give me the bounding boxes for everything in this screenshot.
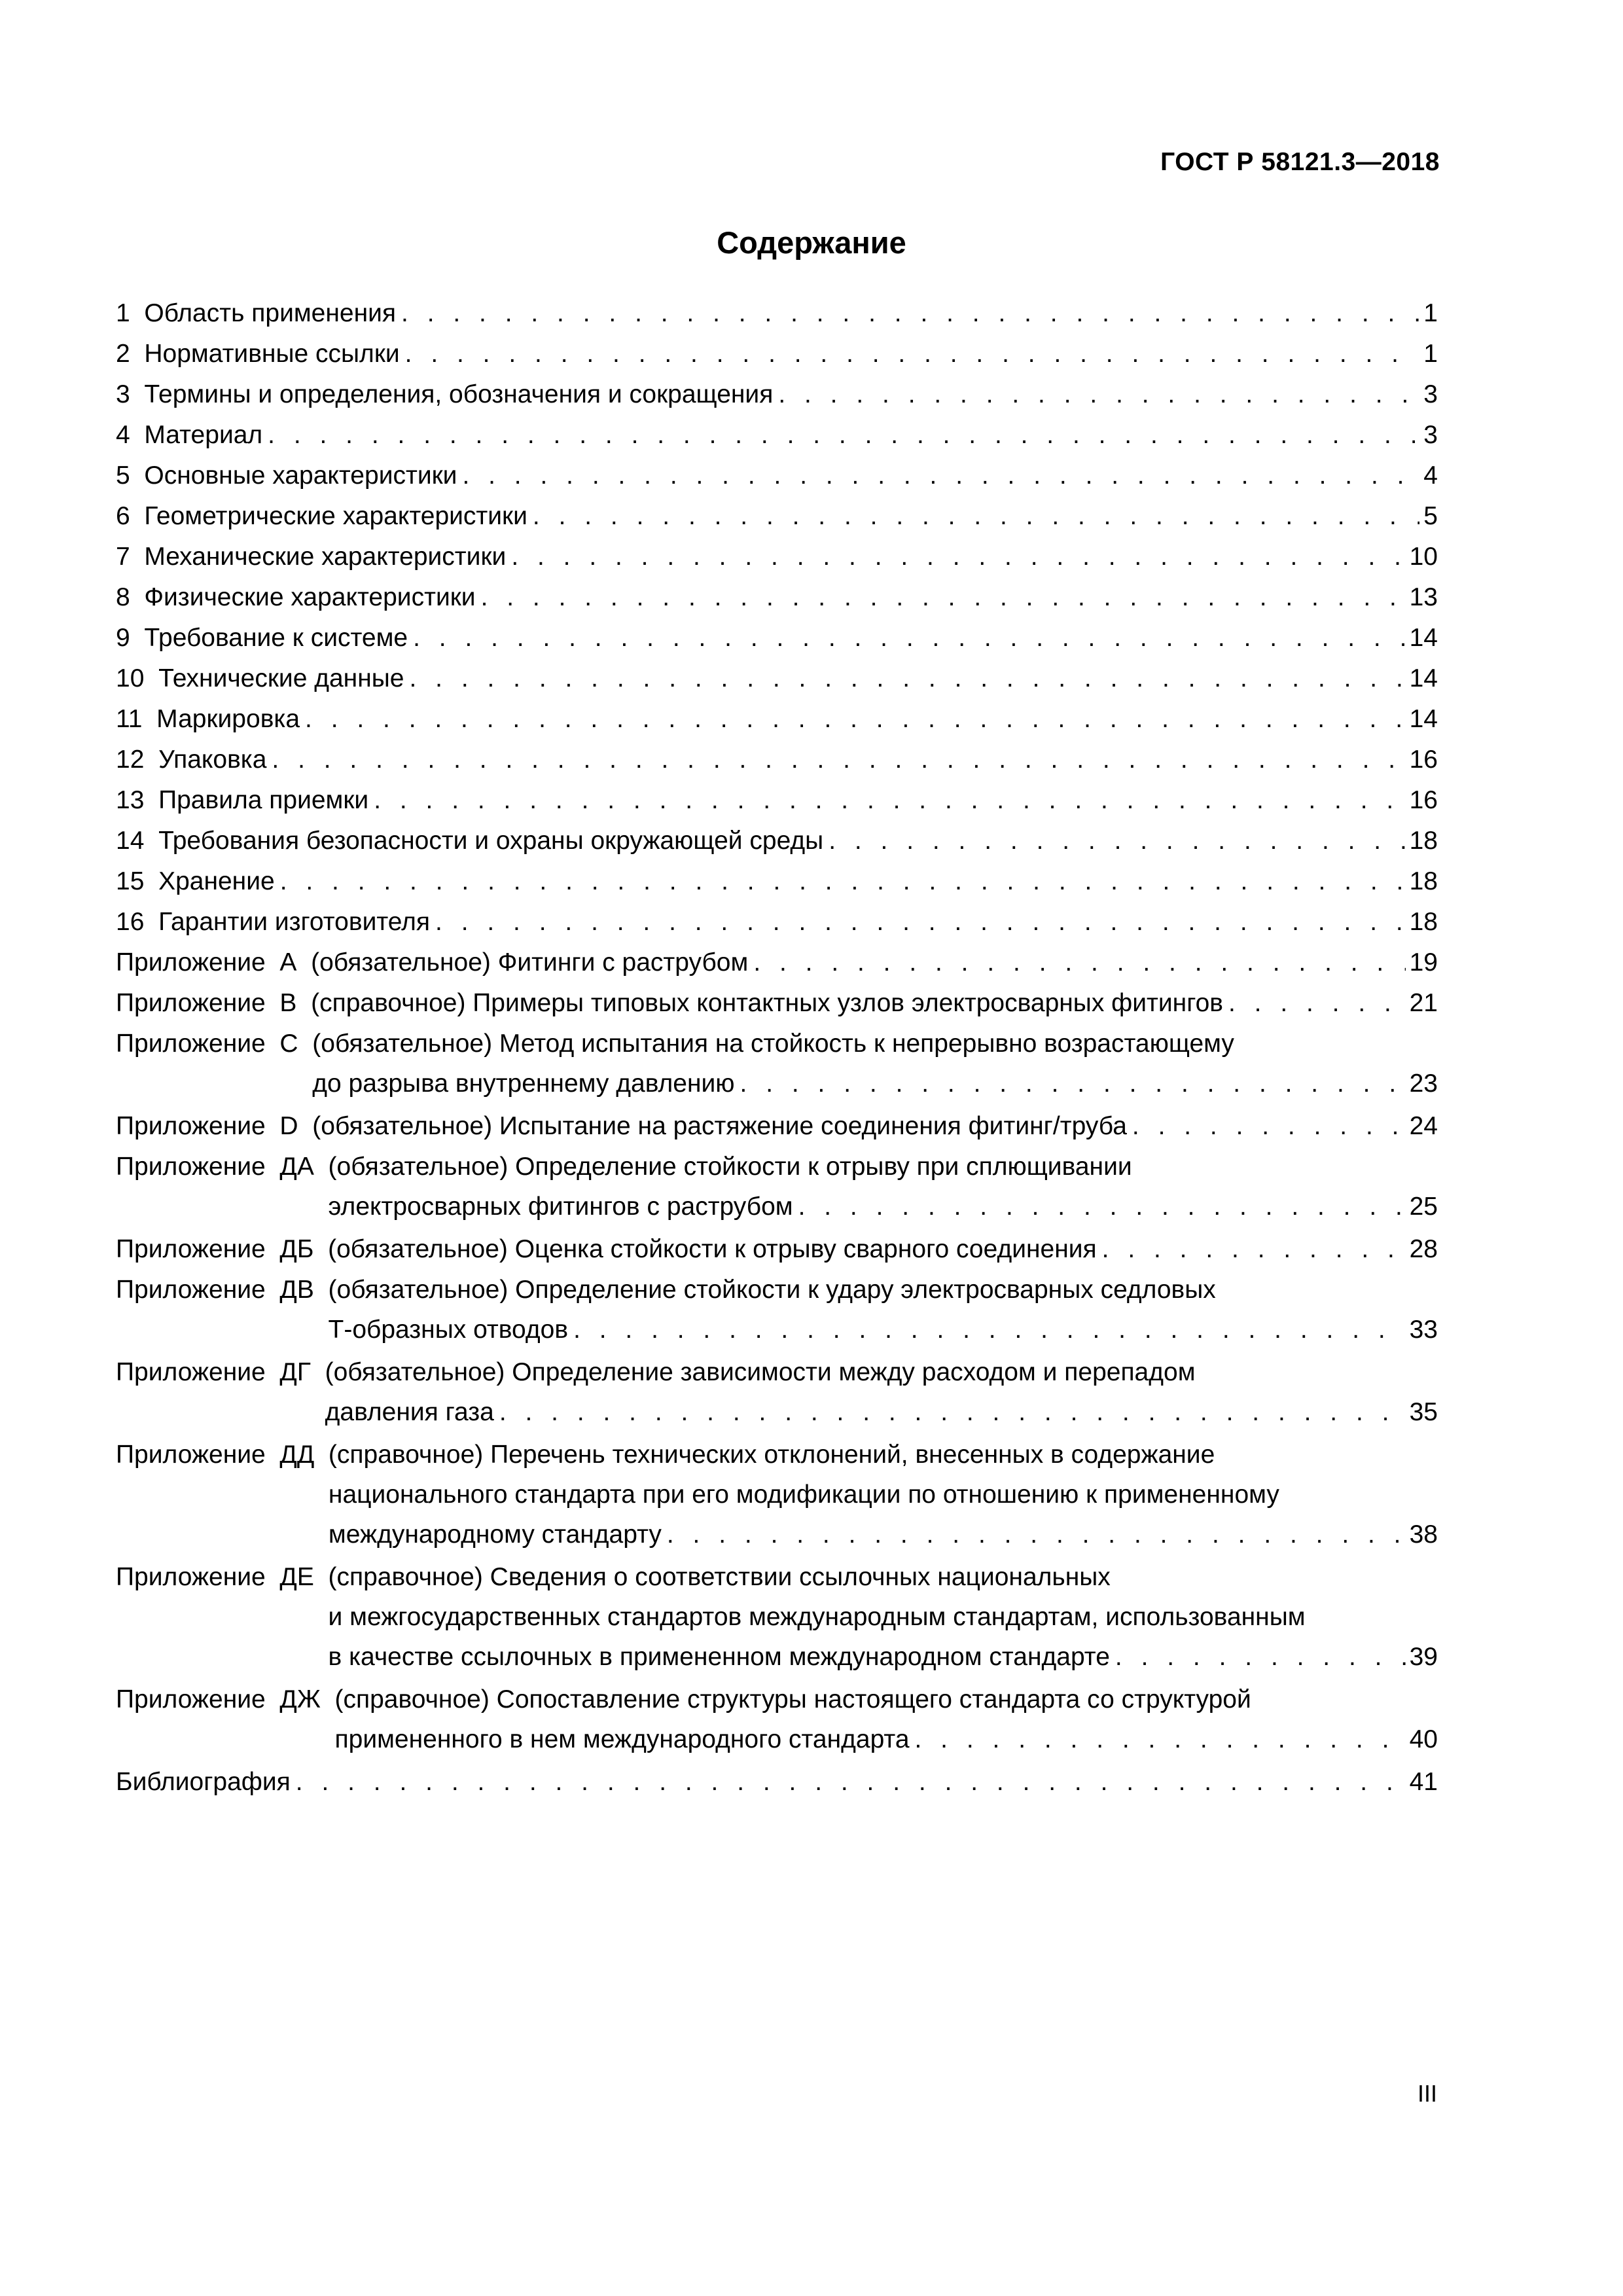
toc-entry-last-line [144,537,1438,577]
toc-entry-last-line [144,293,1438,333]
toc-entry-body [144,374,1438,414]
toc-entry-body [158,740,1438,780]
toc-entry[interactable] [116,1229,1438,1270]
toc-entry-number: Приложение ДВ [116,1276,329,1304]
toc-entry-number: 11 [116,705,157,733]
toc-entry-number: Приложение ДД [116,1441,329,1469]
toc-page-number: 38 [1409,1520,1438,1549]
toc-entry-last-line [312,1064,1438,1103]
toc-entry-number: 10 [116,664,159,692]
toc-entry-body [144,618,1438,658]
toc-entry-body [158,658,1438,698]
toc-page-number: 4 [1423,461,1438,490]
toc-entry-last-line [158,780,1438,820]
toc-entry-title-line: Хранение [158,867,275,895]
toc-entry-title-line: давления газа [325,1398,494,1426]
dot-leader [280,861,1406,901]
toc-entry[interactable] [116,1762,1438,1803]
toc-entry-number: 12 [116,745,159,774]
toc-page-number: 14 [1409,664,1438,692]
toc-entry[interactable] [116,1270,1438,1350]
toc-entry-last-line [311,983,1438,1023]
dot-leader [511,537,1405,577]
toc-entry-body [335,1679,1438,1759]
toc-page-number: 35 [1409,1398,1438,1426]
toc-entry-body [328,1229,1438,1269]
toc-entry-body [158,861,1438,901]
toc-entry-title-line: (справочное) Перечень технических отклонений, внесенных в содержание [328,1441,1215,1469]
dot-leader [499,1392,1406,1432]
dot-leader [413,618,1406,658]
dot-leader [829,821,1405,861]
toc-entry-title-line: (справочное) Сопоставление структуры настоящего стандарта со структурой [334,1685,1251,1713]
toc-entry-number: 5 [116,461,145,490]
toc-entry-last-line [158,902,1438,942]
toc-entry-title-line: Область применения [144,299,397,327]
dot-leader [272,740,1405,780]
toc-entry-title-line: примененного в нем международного стандарта [334,1725,910,1753]
dot-leader [753,942,1405,982]
toc-entry-title-line: до разрыва внутреннему давлению [312,1069,735,1098]
toc-entry-last-line [329,1187,1438,1227]
toc-page-number: 3 [1423,421,1438,449]
toc-entry-title-line: Требование к системе [144,624,408,652]
toc-entry-number: 15 [116,867,159,895]
toc-entry-number: Приложение D [116,1112,313,1140]
toc-entry-title-line: Физические характеристики [144,583,476,611]
toc-entry-body [144,293,1438,333]
toc-entry-body [144,537,1438,577]
toc-page-number: 14 [1409,624,1438,652]
toc-page-number: 33 [1409,1316,1438,1344]
toc-entry[interactable] [116,1679,1438,1759]
toc-page-number: 19 [1409,948,1438,977]
toc-entry-body [156,699,1438,739]
toc-entry-title-line: Библиография [116,1768,291,1796]
toc-entry-title-line: Требования безопасности и охраны окружающей среды [158,827,824,855]
toc-page-number: 13 [1409,583,1438,611]
page-number: III [1417,2080,1437,2107]
toc-entry-body [329,1557,1438,1677]
dot-leader [740,1064,1406,1103]
dot-leader [798,1187,1406,1227]
toc-entry-last-line [144,456,1438,495]
toc-entry[interactable] [116,374,1438,415]
dot-leader [481,577,1406,617]
toc-entry-title-line: Нормативные ссылки [144,340,400,368]
toc-entry-last-line [144,496,1438,536]
dot-leader [573,1310,1406,1350]
toc-entry-body [158,821,1438,861]
dot-leader [778,374,1419,414]
toc-entry-title-line: Геометрические характеристики [144,502,527,530]
toc-entry-last-line [335,1719,1438,1759]
toc-entry-title-line: Технические данные [158,664,404,692]
toc-entry-number: 3 [116,380,145,408]
toc-entry-last-line [158,821,1438,861]
toc-entry[interactable] [116,1024,1438,1103]
toc-entry-title-line: (обязательное) Определение зависимости между расходом и перепадом [325,1358,1196,1386]
toc-entry[interactable] [116,334,1438,374]
toc-entry-last-line [144,415,1438,455]
toc-entry-title-line: и межгосударственных стандартов международным стандартам, использованным [328,1603,1306,1631]
toc-entry[interactable] [116,1352,1438,1432]
toc-entry-title-line: (обязательное) Фитинги с раструбом [311,948,749,977]
toc-entry[interactable] [116,902,1438,942]
toc-entry-body [312,1024,1438,1103]
toc-entry-number: Приложение А [116,948,312,977]
toc-entry-title-line: Т-образных отводов [328,1316,569,1344]
toc-entry-last-line [116,1762,1438,1802]
toc-entry-title-line: (обязательное) Испытание на растяжение соединения фитинг/труба [312,1112,1127,1140]
toc-entry[interactable] [116,861,1438,902]
toc-page-number: 1 [1423,340,1438,368]
toc-entry-body [144,577,1438,617]
toc-entry-number: Приложение ДЕ [116,1563,329,1591]
dot-leader [405,334,1420,374]
toc-entry[interactable] [116,1557,1438,1677]
toc-page-number: 10 [1409,543,1438,571]
toc-entry-number: Приложение С [116,1030,313,1058]
toc-entry-last-line [158,861,1438,901]
toc-entry-title-line: Упаковка [158,745,267,774]
toc-entry-body [144,334,1438,374]
toc-entry-body [329,1435,1438,1554]
toc-entry-last-line [158,740,1438,780]
toc-entry[interactable] [116,740,1438,780]
toc-entry-title-line: международному стандарту [328,1520,662,1549]
dot-leader [401,293,1419,333]
toc-entry-number: Приложение В [116,989,312,1017]
toc-entry[interactable] [116,821,1438,861]
toc-entry-title-line: Материал [144,421,263,449]
toc-entry[interactable] [116,618,1438,658]
toc-entry[interactable] [116,942,1438,983]
dot-leader [296,1762,1406,1802]
toc-entry-number: 13 [116,786,159,814]
toc-entry-number: 14 [116,827,159,855]
toc-entry-title-line: Правила приемки [158,786,369,814]
dot-leader [268,415,1419,455]
toc-entry-body [325,1352,1438,1432]
toc-entry-title-line: Термины и определения, обозначения и сокращения [144,380,774,408]
toc-entry-title-line: национального стандарта при его модификации по отношению к примененному [328,1480,1279,1509]
dot-leader [915,1719,1406,1759]
toc-entry-number: 7 [116,543,145,571]
toc-entry-number: Приложение ДА [116,1153,329,1181]
toc-page-number: 18 [1409,867,1438,895]
toc-entry-body [144,456,1438,495]
toc-page-number: 40 [1409,1725,1438,1753]
toc-entry-last-line [144,618,1438,658]
toc-entry-body [144,496,1438,536]
toc-entry-last-line [328,1229,1438,1269]
toc-entry-title-line: Основные характеристики [144,461,457,490]
toc-page-number: 1 [1423,299,1438,327]
toc-entry-title-line: (обязательное) Определение стойкости к отрыву при сплющивании [328,1153,1132,1181]
toc-entry-body [311,942,1438,982]
toc-entry-number: 9 [116,624,145,652]
toc-entry-last-line [144,374,1438,414]
toc-entry-body [312,1106,1438,1146]
toc-entry-number: 4 [116,421,145,449]
toc-entry-number: 16 [116,908,159,936]
dot-leader [667,1515,1406,1554]
toc-entry[interactable] [116,780,1438,821]
toc-entry-body [158,902,1438,942]
toc-page-number: 28 [1409,1235,1438,1263]
toc-entry[interactable] [116,1147,1438,1227]
table-of-contents [116,293,1438,1803]
toc-entry-body [329,1147,1438,1227]
toc-page-number: 24 [1409,1112,1438,1140]
toc-entry-body [311,983,1438,1023]
toc-entry-number: 6 [116,502,145,530]
dot-leader [1102,1229,1406,1269]
dot-leader [374,780,1405,820]
toc-entry-number: 1 [116,299,145,327]
toc-page-number: 41 [1409,1768,1438,1796]
page-title: Содержание [717,225,906,260]
dot-leader [1228,983,1406,1023]
toc-entry[interactable] [116,699,1438,740]
toc-entry-body [116,1762,1438,1802]
toc-entry-number: Приложение ДБ [116,1235,329,1263]
dot-leader [462,456,1419,495]
toc-entry-number: 2 [116,340,145,368]
toc-page-number: 5 [1423,502,1438,530]
toc-page-number: 23 [1409,1069,1438,1098]
toc-entry-last-line [325,1392,1438,1432]
toc-entry-last-line [158,658,1438,698]
dot-leader [1115,1637,1406,1677]
toc-entry-title-line: (справочное) Сведения о соответствии ссылочных национальных [328,1563,1111,1591]
toc-entry-title-line: (обязательное) Метод испытания на стойкость к непрерывно возрастающему [312,1030,1234,1058]
toc-entry-title-line: (обязательное) Оценка стойкости к отрыву сварного соединения [328,1235,1097,1263]
toc-page-number: 18 [1409,908,1438,936]
toc-entry[interactable] [116,577,1438,618]
dot-leader [1132,1106,1406,1146]
toc-entry[interactable] [116,415,1438,456]
toc-entry-number: Приложение ДГ [116,1358,325,1386]
toc-entry-title-line: (справочное) Примеры типовых контактных узлов электросварных фитингов [311,989,1223,1017]
toc-entry-title-line: Маркировка [156,705,300,733]
toc-entry-title-line: в качестве ссылочных в примененном международном стандарте [328,1643,1110,1671]
dot-leader [533,496,1419,536]
toc-entry-body [329,1270,1438,1350]
toc-entry-last-line [311,942,1438,982]
toc-entry-title-line: Механические характеристики [144,543,507,571]
dot-leader [409,658,1405,698]
toc-entry[interactable] [116,658,1438,699]
toc-entry[interactable] [116,496,1438,537]
dot-leader [435,902,1406,942]
dot-leader [305,699,1406,739]
toc-entry-last-line [156,699,1438,739]
toc-entry-last-line [144,334,1438,374]
toc-entry-last-line [329,1310,1438,1350]
toc-entry-body [144,415,1438,455]
toc-entry-title-line: (обязательное) Определение стойкости к удару электросварных седловых [328,1276,1216,1304]
toc-entry-last-line [329,1515,1438,1554]
toc-page-number: 16 [1409,786,1438,814]
toc-page-number: 16 [1409,745,1438,774]
toc-entry-body [158,780,1438,820]
toc-page-number: 39 [1409,1643,1438,1671]
document-code: ГОСТ Р 58121.3—2018 [1160,148,1440,176]
toc-entry[interactable] [116,537,1438,577]
toc-page-number: 3 [1423,380,1438,408]
toc-entry-last-line [312,1106,1438,1146]
toc-entry-last-line [329,1637,1438,1677]
toc-entry[interactable] [116,456,1438,496]
toc-page-number: 25 [1409,1193,1438,1221]
toc-page-number: 18 [1409,827,1438,855]
toc-entry[interactable] [116,983,1438,1024]
toc-entry-title-line: электросварных фитингов с раструбом [328,1193,793,1221]
toc-entry-number: Приложение ДЖ [116,1685,335,1713]
toc-entry-last-line [144,577,1438,617]
toc-entry-title-line: Гарантии изготовителя [158,908,431,936]
toc-entry[interactable] [116,1435,1438,1554]
toc-entry[interactable] [116,293,1438,334]
toc-page-number: 14 [1409,705,1438,733]
toc-entry-number: 8 [116,583,145,611]
toc-entry[interactable] [116,1106,1438,1147]
toc-page-number: 21 [1409,989,1438,1017]
